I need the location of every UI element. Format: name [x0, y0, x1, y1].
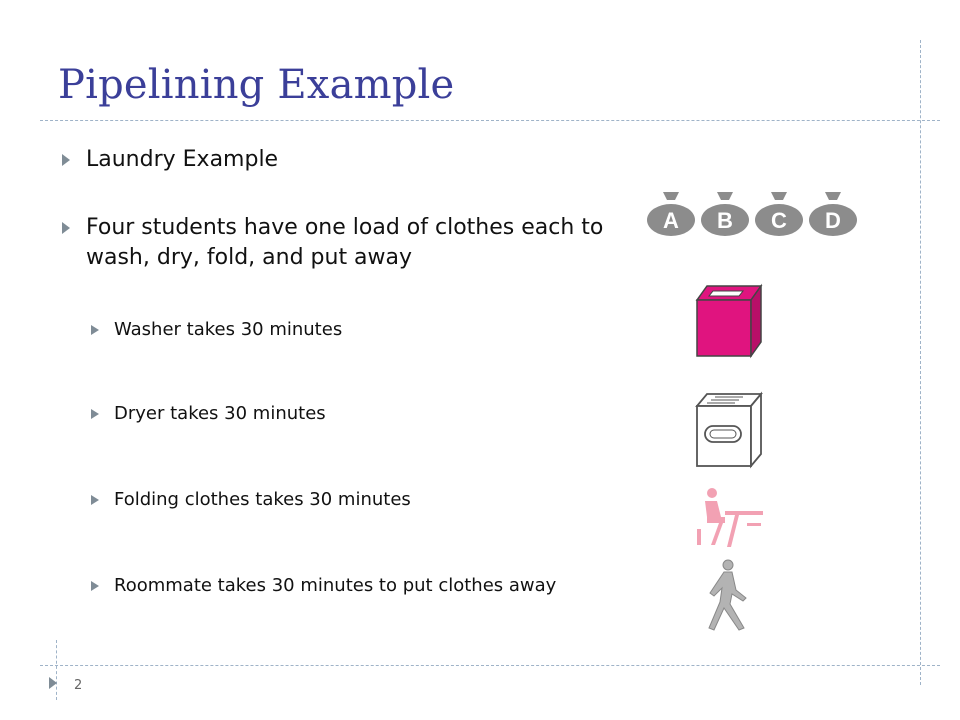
sub-bullet-washer [90, 317, 590, 343]
triangle-bullet-icon [90, 408, 100, 420]
left-margin-guide [56, 640, 57, 700]
laundry-bags-image [645, 188, 860, 240]
triangle-bullet-icon [90, 324, 100, 336]
bag-label: D [825, 208, 841, 233]
laundry-bag-icon [755, 192, 803, 236]
sub-bullet-text: Washer takes 30 minutes [114, 319, 343, 340]
triangle-bullet-icon [60, 221, 72, 235]
bag-label: C [771, 208, 787, 233]
sub-bullet-text: Dryer takes 30 minutes [114, 403, 326, 424]
slide-title: Pipelining Example [58, 62, 455, 108]
bag-label: A [663, 208, 679, 233]
sub-bullet-folding [90, 487, 590, 513]
sub-bullet-dryer [90, 401, 590, 427]
title-divider [40, 120, 940, 121]
sub-bullet-text: Roommate takes 30 minutes to put clothes away [114, 575, 557, 596]
laundry-bag-icon [809, 192, 857, 236]
sub-bullet-roommate [90, 573, 590, 599]
triangle-bullet-icon [90, 580, 100, 592]
right-margin-guide [920, 40, 921, 685]
bullet-laundry-example [60, 145, 620, 175]
folding-person-icon [695, 485, 765, 550]
bag-label: B [717, 208, 733, 233]
bullet-four-students [60, 213, 620, 273]
laundry-bag-icon [701, 192, 749, 236]
triangle-bullet-icon [90, 494, 100, 506]
sub-bullet-text: Folding clothes takes 30 minutes [114, 489, 411, 510]
bullet-text: Four students have one load of clothes each to wash, dry, fold, and put away [86, 215, 604, 270]
walking-person-icon [700, 558, 755, 633]
laundry-bag-icon [647, 192, 695, 236]
footer-divider [40, 665, 940, 666]
page-number: 2 [74, 678, 83, 693]
triangle-bullet-icon [60, 153, 72, 167]
triangle-bullet-icon [47, 676, 59, 690]
bullet-text: Laundry Example [86, 147, 279, 172]
washer-icon [695, 280, 767, 360]
dryer-icon [695, 390, 767, 470]
